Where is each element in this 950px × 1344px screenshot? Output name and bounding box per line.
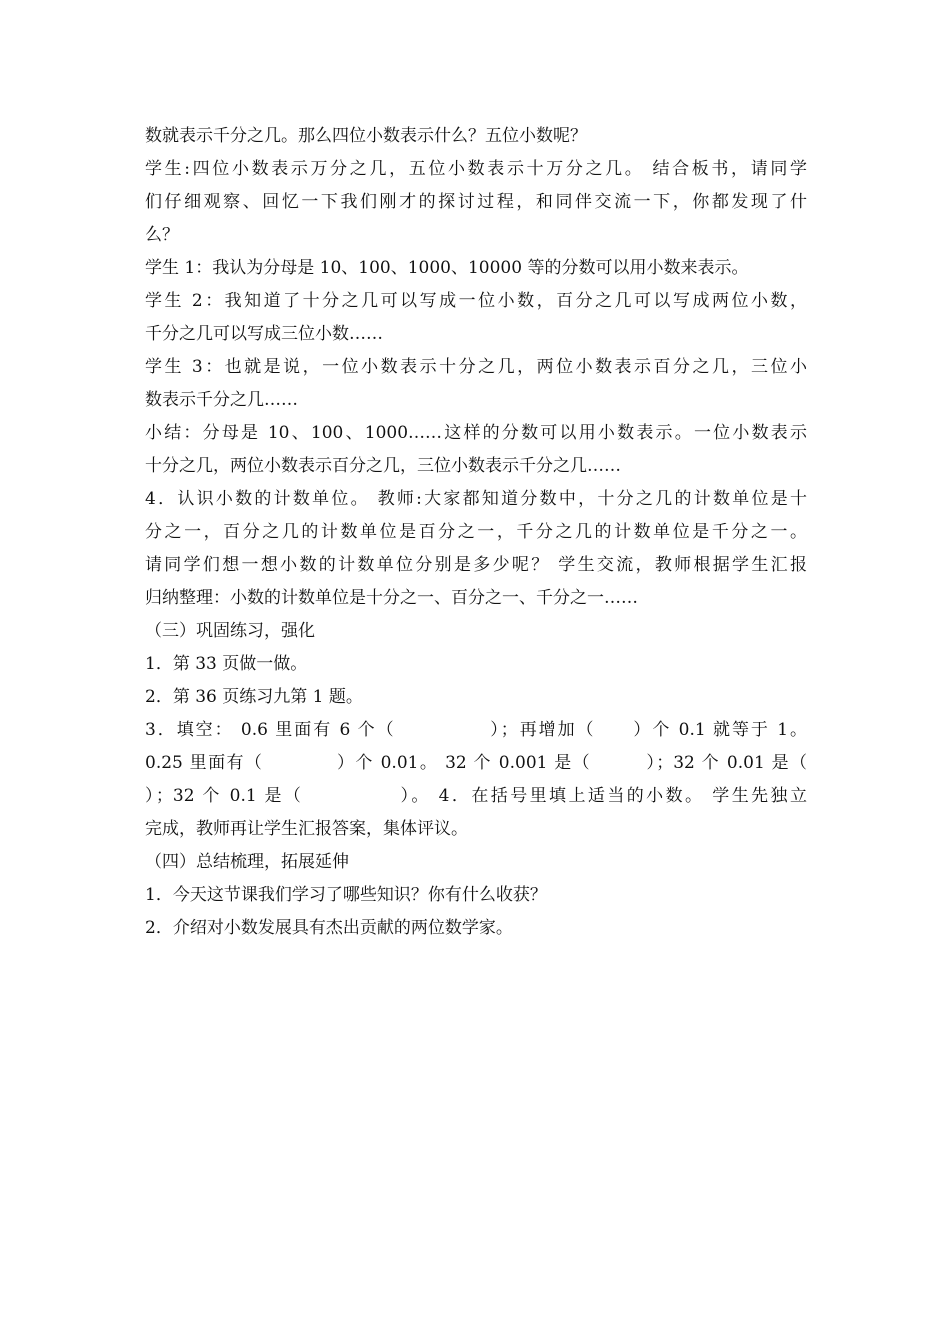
text-line: 分之一，百分之几的计数单位是百分之一，千分之几的计数单位是千分之一。 [145, 522, 807, 542]
text-line: 1．今天这节课我们学习了哪些知识？你有什么收获？ [145, 885, 547, 905]
text-line: ）；32 个 0.1 是（ ）。 4．在括号里填上适当的小数。 学生先独立 [145, 786, 807, 806]
text-line: 2．介绍对小数发展具有杰出贡献的两位数学家。 [145, 918, 513, 938]
text-line: 学生 1：我认为分母是 10、100、1000、10000 等的分数可以用小数来表示。 [145, 258, 749, 278]
text-line: 1．第 33 页做一做。 [145, 654, 308, 674]
text-line: （四）总结梳理，拓展延伸 [145, 852, 349, 872]
text-line: （三）巩固练习，强化 [145, 621, 315, 641]
text-line: 归纳整理：小数的计数单位是十分之一、百分之一、千分之一…… [145, 588, 638, 608]
text-line: 十分之几，两位小数表示百分之几，三位小数表示千分之几…… [145, 456, 621, 476]
text-line: 0.25 里面有（ ）个 0.01。 32 个 0.001 是（ ）；32 个 0.01 是（ [145, 753, 807, 773]
text-line: 完成，教师再让学生汇报答案，集体评议。 [145, 819, 468, 839]
document-body [145, 120, 807, 945]
text-line: 学生:四位小数表示万分之几，五位小数表示十万分之几。 结合板书，请同学 [145, 159, 807, 179]
text-line: 么？ [145, 225, 179, 245]
text-line: 4．认识小数的计数单位。 教师:大家都知道分数中，十分之几的计数单位是十 [145, 489, 807, 509]
text-line: 2．第 36 页练习九第 1 题。 [145, 687, 363, 707]
text-line: 请同学们想一想小数的计数单位分别是多少呢？ 学生交流，教师根据学生汇报 [145, 555, 807, 575]
text-line: 数就表示千分之几。那么四位小数表示什么？五位小数呢？ [145, 126, 587, 146]
text-line: 3．填空： 0.6 里面有 6 个（ ）；再增加（ ）个 0.1 就等于 1。 [145, 720, 807, 740]
text-line: 学生 3：也就是说，一位小数表示十分之几，两位小数表示百分之几，三位小 [145, 357, 807, 377]
text-line: 学生 2：我知道了十分之几可以写成一位小数，百分之几可以写成两位小数， [145, 291, 807, 311]
text-line: 们仔细观察、回忆一下我们刚才的探讨过程，和同伴交流一下，你都发现了什 [145, 192, 807, 212]
text-line: 数表示千分之几…… [145, 390, 298, 410]
text-line: 小结：分母是 10、100、1000……这样的分数可以用小数表示。一位小数表示 [145, 423, 807, 443]
text-line: 千分之几可以写成三位小数…… [145, 324, 383, 344]
